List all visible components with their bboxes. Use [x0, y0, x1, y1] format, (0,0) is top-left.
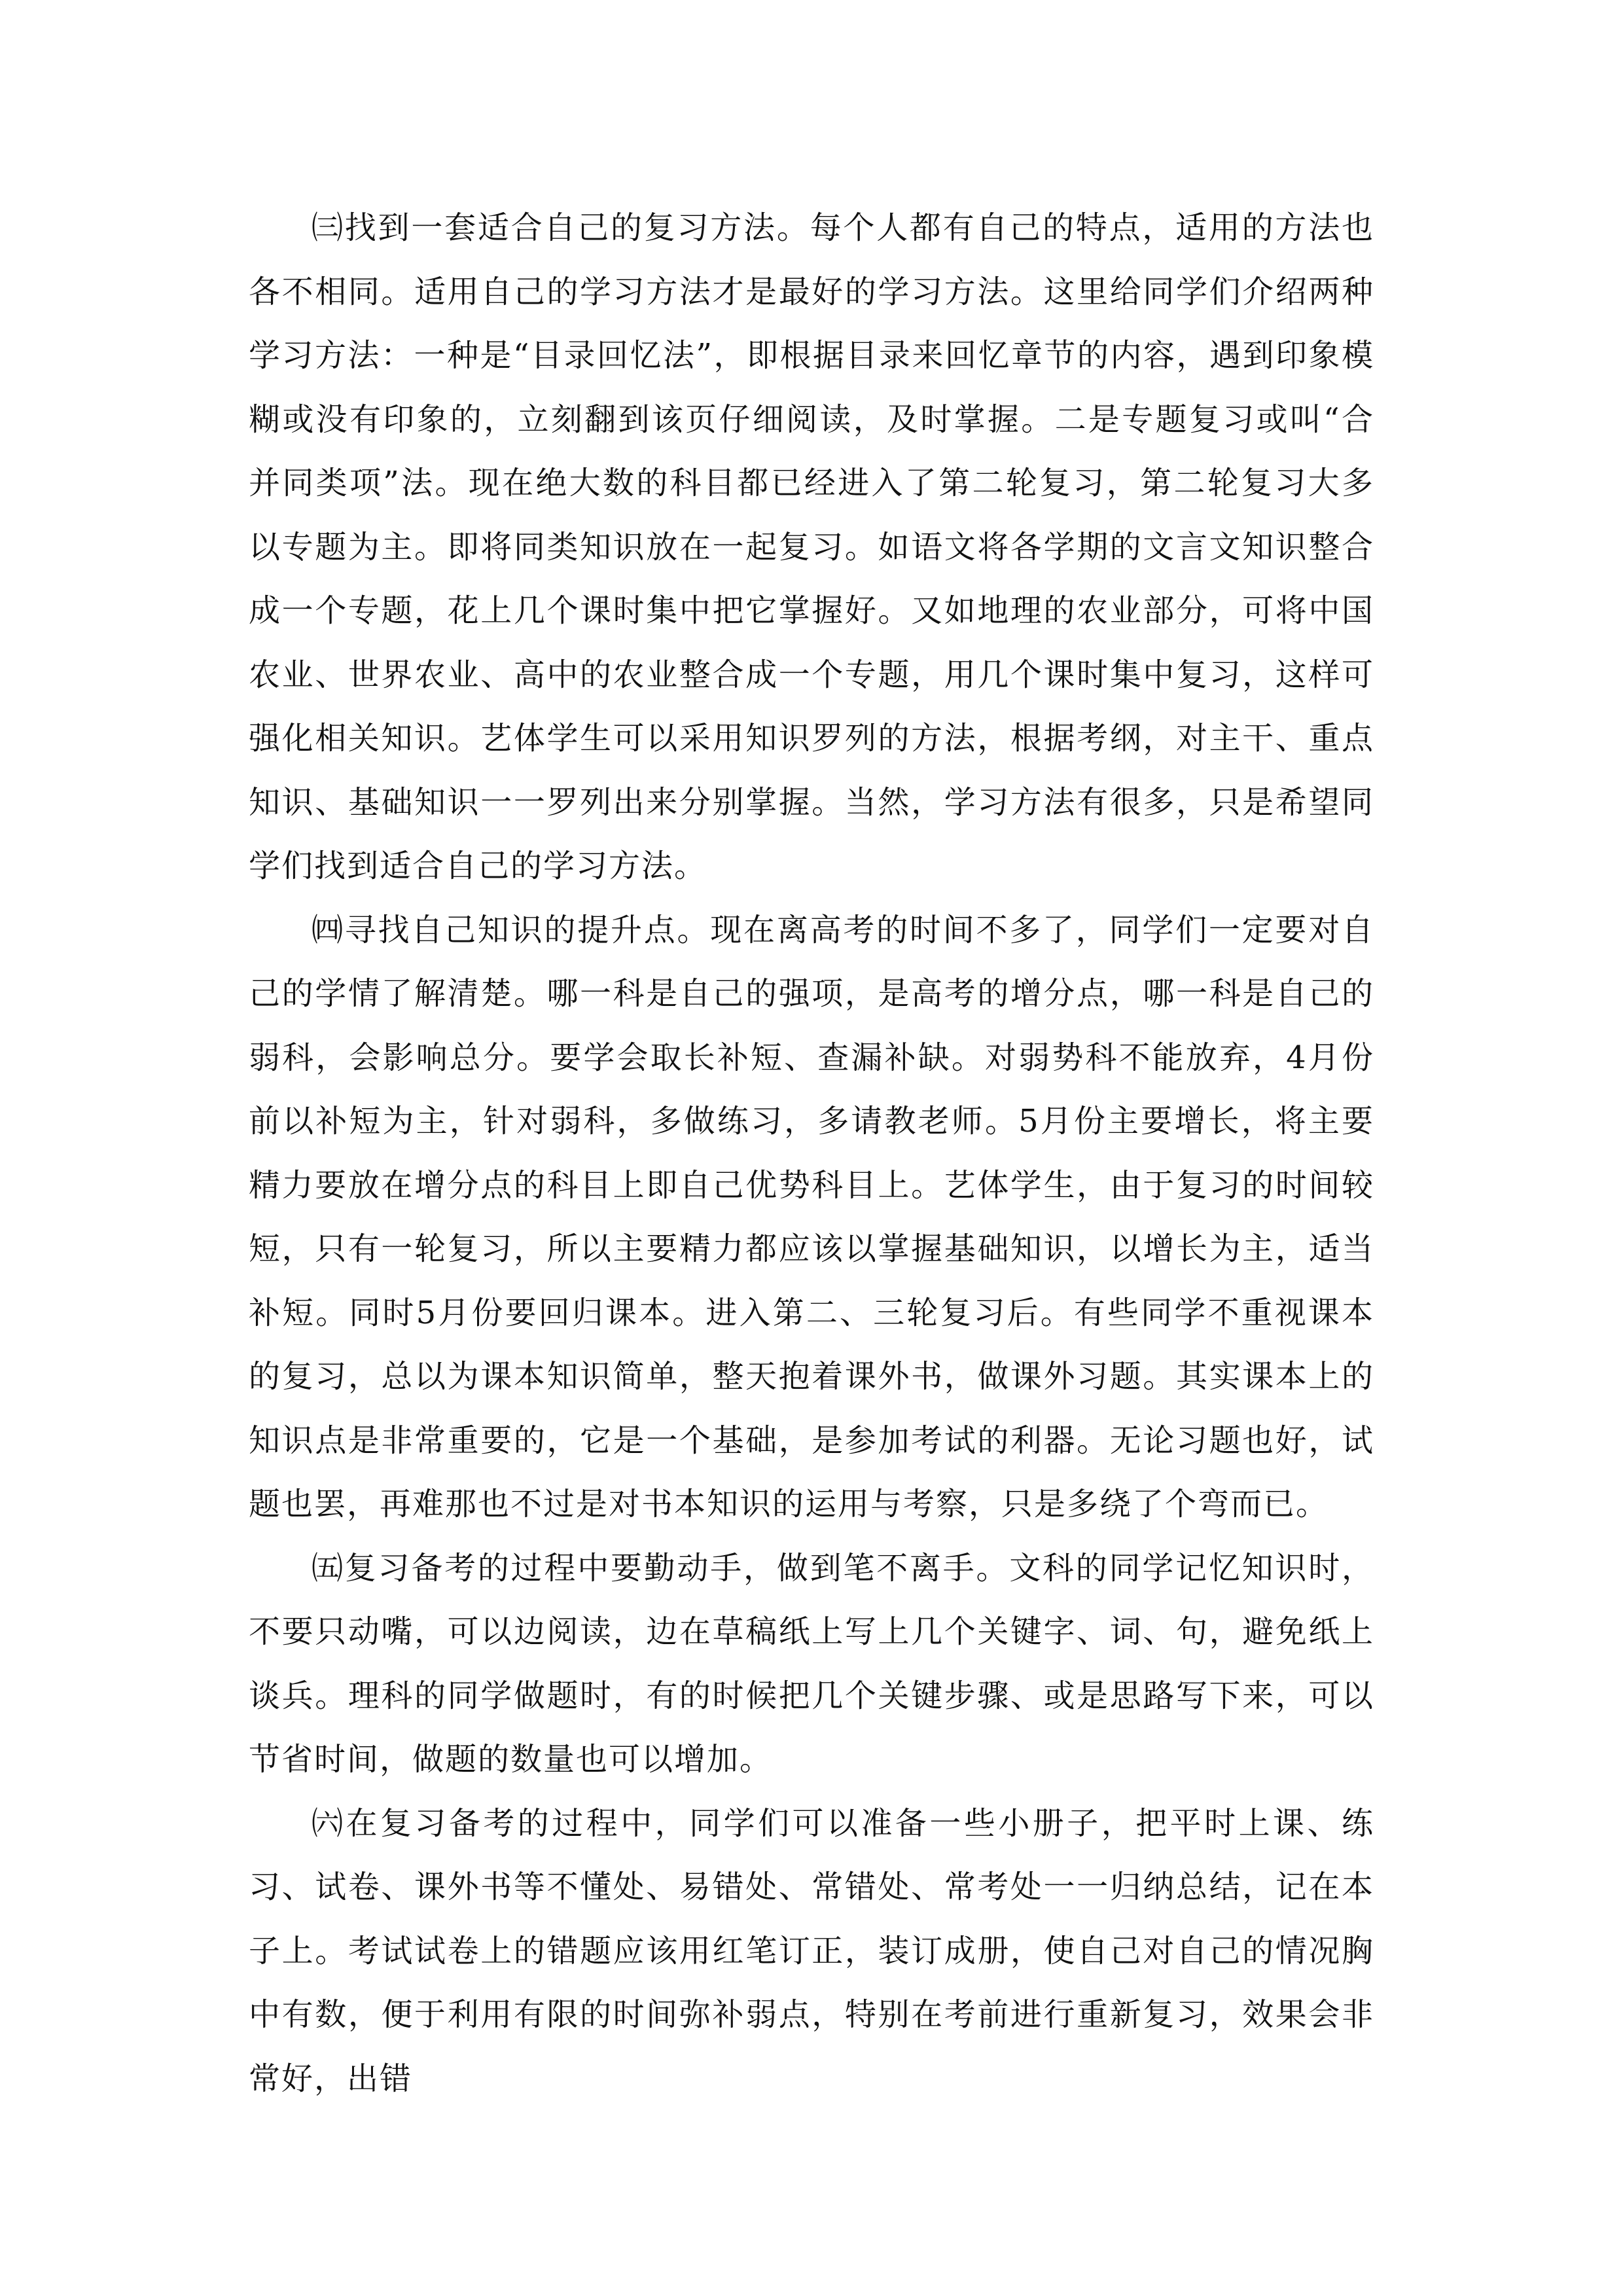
paragraph-6 — [249, 1792, 1374, 2111]
paragraph-3 — [249, 196, 1374, 899]
paragraph-text: 找到一套适合自己的复习方法。每个人都有自己的特点，适用的方法也各不相同。适用自己的学习方法才是最好的学习方法。这里给同学们介绍两种学习方法：一种是“目录回忆法”，即根据目录来回忆章节的内容，遇到印象模糊或没有印象的，立刻翻到该页仔细阅读，及时掌握。二是专题复习或叫“合并同类项”法。现在绝大数的科目都已经进入了第二轮复习，第二轮复习大多以专题为主。即将同类知识放在一起复习。如语文将各学期的文言文知识整合成一个专题，花上几个课时集中把它掌握好。又如地理的农业部分，可将中国农业、世界农业、高中的农业整合成一个专题，用几个课时集中复习，这样可强化相关知识。艺体学生可以采用知识罗列的方法，根据考纲，对主干、重点知识、基础知识一一罗列出来分别掌握。当然，学习方法有很多，只是希望同学们找到适合自己的学习方法。 — [249, 209, 1374, 884]
paragraph-marker: ㈥ — [312, 1804, 346, 1842]
paragraph-marker: ㈤ — [312, 1549, 345, 1587]
paragraph-5 — [249, 1537, 1374, 1792]
document-body — [249, 196, 1374, 2111]
paragraph-text: 在复习备考的过程中，同学们可以准备一些小册子，把平时上课、练习、试卷、课外书等不懂处、易错处、常错处、常考处一一归纳总结，记在本子上。考试试卷上的错题应该用红笔订正，装订成册，使自己对自己的情况胸中有数，便于利用有限的时间弥补弱点，特别在考前进行重新复习，效果会非常好，出错 — [249, 1804, 1374, 2097]
paragraph-4 — [249, 899, 1374, 1537]
paragraph-text: 复习备考的过程中要勤动手，做到笔不离手。文科的同学记忆知识时，不要只动嘴，可以边阅读，边在草稿纸上写上几个关键字、词、句，避免纸上谈兵。理科的同学做题时，有的时候把几个关键步骤、或是思路写下来，可以节省时间，做题的数量也可以增加。 — [249, 1549, 1374, 1778]
paragraph-text: 寻找自己知识的提升点。现在离高考的时间不多了，同学们一定要对自己的学情了解清楚。哪一科是自己的强项，是高考的增分点，哪一科是自己的弱科，会影响总分。要学会取长补短、查漏补缺。对弱势科不能放弃，4月份前以补短为主，针对弱科，多做练习，多请教老师。5月份主要增长，将主要精力要放在增分点的科目上即自己优势科目上。艺体学生，由于复习的时间较短，只有一轮复习，所以主要精力都应该以掌握基础知识，以增长为主，适当补短。同时5月份要回归课本。进入第二、三轮复习后。有些同学不重视课本的复习，总以为课本知识简单，整天抱着课外书，做课外习题。其实课本上的知识点是非常重要的，它是一个基础，是参加考试的利器。无论习题也好，试题也罢，再难那也不过是对书本知识的运用与考察，只是多绕了个弯而已。 — [249, 911, 1374, 1522]
paragraph-marker: ㈣ — [312, 911, 345, 948]
paragraph-marker: ㈢ — [312, 209, 345, 246]
